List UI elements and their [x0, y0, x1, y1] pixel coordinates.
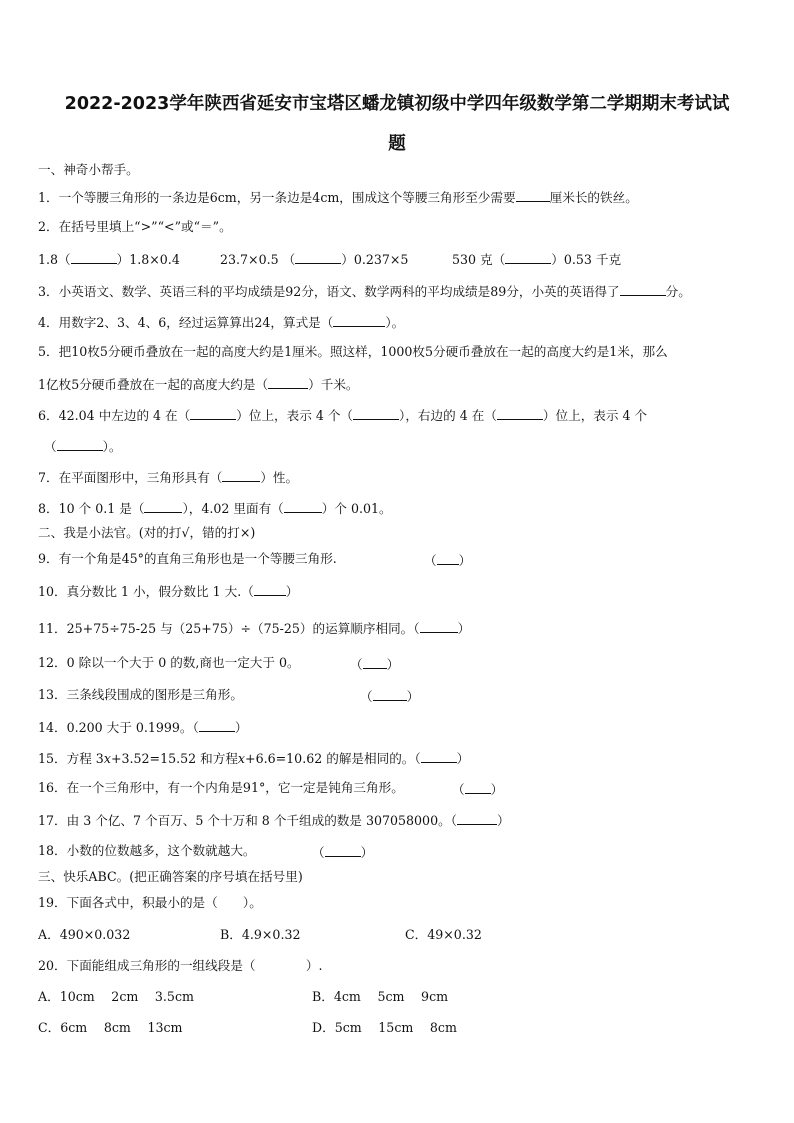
question-15 [38, 749, 469, 767]
paren-close: ） [406, 689, 420, 704]
section-2-heading: 二、我是小法官。(对的打√，错的打×) [38, 525, 256, 540]
page-title-continued: 题 [388, 134, 406, 154]
question-6-continued [44, 437, 121, 455]
compare-item-a: 1.8（ [38, 252, 71, 267]
question-20-option-a[interactable]: A．10cm 2cm 3.5cm [38, 989, 194, 1004]
answer-blank[interactable] [516, 188, 550, 202]
question-7 [38, 468, 298, 486]
question-1-text: 1．一个等腰三角形的一条边是6cm，另一条边是4cm，围成这个等腰三角形至少需要 [38, 190, 516, 205]
question-15-text-2: +3.52=15.52 和方程 [110, 751, 238, 766]
question-19-option-c[interactable]: C．49×0.32 [405, 927, 482, 942]
answer-blank[interactable] [457, 811, 497, 825]
question-19: 19．下面各式中，积最小的是（ ）。 [38, 895, 262, 910]
variable-x: x [103, 751, 111, 766]
answer-blank[interactable] [465, 780, 491, 794]
question-6-text-5: （ [44, 439, 57, 454]
answer-blank[interactable] [620, 282, 666, 296]
answer-blank[interactable] [199, 718, 235, 732]
question-20-option-d[interactable]: D．5cm 15cm 8cm [312, 1020, 457, 1035]
question-9-answer [424, 551, 471, 569]
question-17 [38, 811, 510, 829]
paren-open: （ [424, 553, 437, 568]
answer-blank[interactable] [295, 250, 341, 264]
paren-open: （ [350, 657, 363, 672]
question-7-text-end: ）性。 [260, 470, 299, 485]
paren-open: （ [360, 689, 373, 704]
question-6-text-3: ），右边的 4 在（ [399, 408, 497, 423]
paren-close: ） [458, 553, 472, 568]
answer-blank[interactable] [437, 551, 459, 565]
question-16: 16．在一个三角形中，有一个内角是91°，它一定是钝角三角形。 [38, 780, 404, 795]
paren-close: ） [490, 782, 504, 797]
question-4 [38, 313, 404, 331]
question-20-option-b[interactable]: B．4cm 5cm 9cm [312, 989, 449, 1004]
question-8-text-end: ）个 0.01。 [321, 501, 392, 516]
question-15-text-3: +6.6=10.62 的解是相同的。（ [245, 751, 421, 766]
question-17-text: 17．由 3 个亿、7 个百万、5 个十万和 8 个千组成的数是 307058000。（ [38, 813, 457, 828]
answer-blank[interactable] [333, 313, 385, 327]
question-5: 5．把10枚5分硬币叠放在一起的高度大约是1厘米。照这样，1000枚5分硬币叠放在一起的高度大约是1米，那么 [38, 344, 668, 359]
compare-item-b: 23.7×0.5 （ [220, 252, 296, 267]
paren-close: ） [234, 720, 248, 735]
question-2-item-b [220, 250, 408, 268]
answer-blank[interactable] [57, 437, 103, 451]
question-18: 18．小数的位数越多，这个数就越大。 [38, 843, 256, 858]
answer-blank[interactable] [420, 619, 458, 633]
question-3 [38, 282, 691, 300]
question-5-text-end: ）千米。 [308, 377, 359, 392]
paren-close: ） [285, 584, 299, 599]
question-13-answer [360, 687, 419, 705]
paren-close: ） [457, 621, 471, 636]
paren-close: ） [456, 751, 470, 766]
question-3-text-end: 分。 [665, 284, 691, 299]
question-11-text: 11．25+75÷75-25 与（25+75）÷（75-25）的运算顺序相同。（ [38, 621, 420, 636]
paren-close: ） [360, 845, 374, 860]
paren-open: （ [452, 782, 465, 797]
answer-blank[interactable] [373, 687, 407, 701]
question-1-text-end: 厘米长的铁丝。 [549, 190, 638, 205]
question-8 [38, 499, 392, 517]
section-1-heading: 一、神奇小帮手。 [38, 162, 139, 177]
question-19-option-a[interactable]: A．490×0.032 [38, 927, 131, 942]
question-10-text: 10．真分数比 1 小，假分数比 1 大.（ [38, 584, 254, 599]
answer-blank[interactable] [268, 375, 308, 389]
question-2: 2．在括号里填上“>”“<”或“＝”。 [38, 219, 232, 234]
question-10 [38, 582, 298, 600]
question-12-answer [350, 655, 399, 673]
question-6 [38, 406, 647, 424]
question-14 [38, 718, 247, 736]
question-14-text: 14．0.200 大于 0.1999。（ [38, 720, 199, 735]
answer-blank[interactable] [190, 406, 236, 420]
page-title: 2022-2023学年陕西省延安市宝塔区蟠龙镇初级中学四年级数学第二学期期末考试试 [64, 94, 730, 114]
variable-x: x [237, 751, 246, 766]
answer-blank[interactable] [222, 468, 260, 482]
question-6-text: 6．42.04 中左边的 4 在（ [38, 408, 191, 423]
paren-open: （ [312, 845, 325, 860]
question-20: 20．下面能组成三角形的一组线段是（ ）. [38, 958, 323, 973]
question-4-text: 4．用数字2、3、4、6，经过运算算出24，算式是（ [38, 315, 334, 330]
answer-blank[interactable] [421, 749, 457, 763]
answer-blank[interactable] [497, 406, 543, 420]
question-4-text-end: ）。 [385, 315, 405, 330]
question-5-continued [38, 375, 359, 393]
question-6-text-2: ）位上，表示 4 个（ [236, 408, 354, 423]
question-19-option-b[interactable]: B．4.9×0.32 [220, 927, 301, 942]
compare-item-c: 530 克（ [452, 252, 506, 267]
question-7-text: 7．在平面图形中，三角形具有（ [38, 470, 223, 485]
question-15-text: 15．方程 3 [38, 751, 104, 766]
question-5-text: 1亿枚5分硬币叠放在一起的高度大约是（ [38, 377, 269, 392]
paren-close: ） [496, 813, 510, 828]
question-16-answer [452, 780, 503, 798]
answer-blank[interactable] [144, 499, 182, 513]
answer-blank[interactable] [353, 406, 399, 420]
question-2-items [38, 250, 180, 268]
question-1 [38, 188, 638, 206]
question-8-text-2: ），4.02 里面有（ [182, 501, 284, 516]
answer-blank[interactable] [284, 499, 322, 513]
question-20-option-c[interactable]: C．6cm 8cm 13cm [38, 1020, 183, 1035]
answer-blank[interactable] [254, 582, 286, 596]
question-8-text: 8．10 个 0.1 是（ [38, 501, 145, 516]
question-2-item-c [452, 250, 621, 268]
answer-blank[interactable] [505, 250, 551, 264]
section-3-heading: 三、快乐ABC。(把正确答案的序号填在括号里) [38, 869, 303, 884]
compare-item-c-end: ）0.53 千克 [551, 252, 622, 267]
compare-item-b-end: ）0.237×5 [341, 252, 409, 267]
compare-item-a-end: ）1.8×0.4 [116, 252, 180, 267]
question-9: 9．有一个角是45°的直角三角形也是一个等腰三角形. [38, 551, 337, 566]
question-11 [38, 619, 470, 637]
question-18-answer [312, 843, 373, 861]
answer-blank[interactable] [325, 843, 361, 857]
answer-blank[interactable] [363, 655, 387, 669]
question-13: 13．三条线段围成的图形是三角形。 [38, 687, 243, 702]
question-3-text: 3．小英语文、数学、英语三科的平均成绩是92分，语文、数学两科的平均成绩是89分，小英的英语得了 [38, 284, 620, 299]
question-12: 12．0 除以一个大于 0 的数,商也一定大于 0。 [38, 655, 300, 670]
answer-blank[interactable] [71, 250, 117, 264]
question-6-text-4: ）位上，表示 4 个 [542, 408, 648, 423]
paren-close: ） [386, 657, 400, 672]
question-6-text-end: ）。 [102, 439, 122, 454]
